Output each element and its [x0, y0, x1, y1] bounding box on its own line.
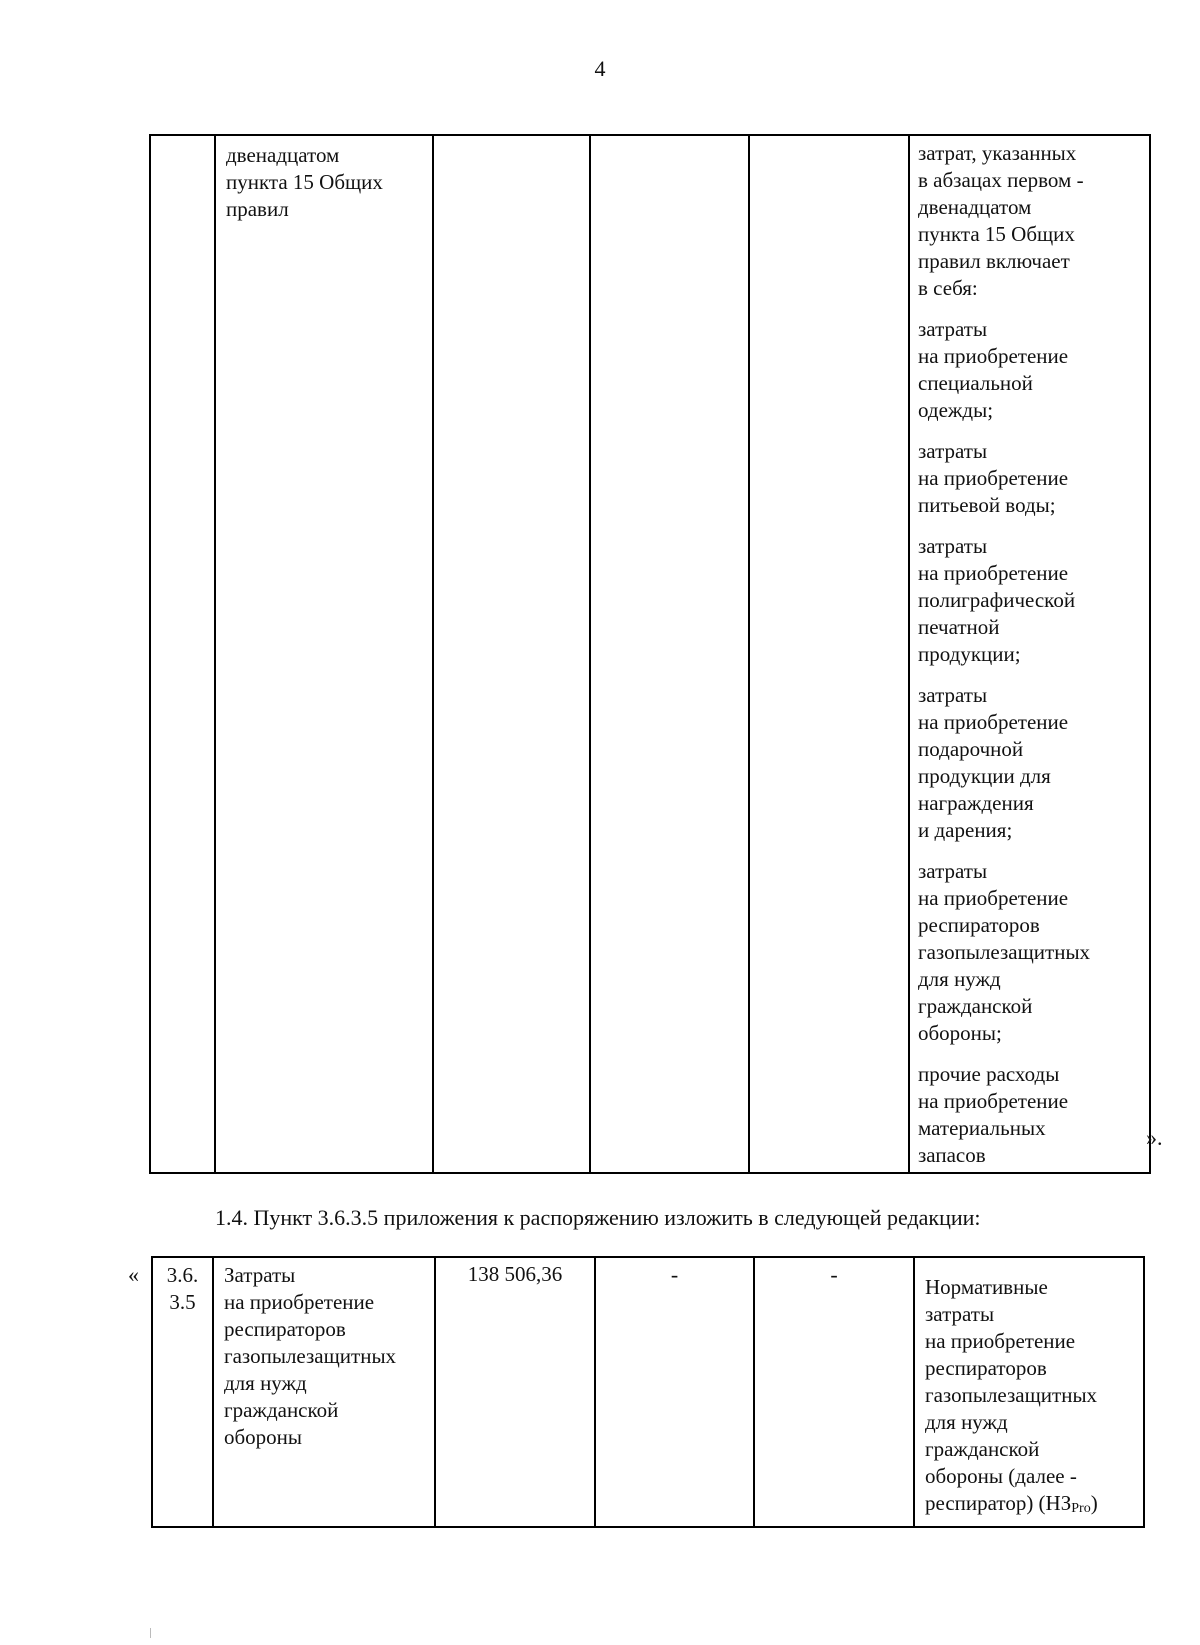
formula-subscript: Pro [1071, 1501, 1091, 1516]
text-line: на приобретение [224, 1290, 375, 1314]
cell-col4 [590, 135, 749, 1173]
text-line: затраты [918, 859, 988, 883]
text-line: награждения [918, 791, 1034, 815]
formula-close: ) [1090, 1491, 1098, 1515]
closing-quote: ». [1146, 1125, 1163, 1150]
text-line: гражданской [925, 1437, 1040, 1461]
text-line: Затраты [224, 1263, 296, 1287]
cell-name [215, 135, 433, 1173]
text-line: продукции для [918, 764, 1051, 788]
description-paragraph [910, 1057, 1149, 1169]
text-line: специальной [918, 371, 1033, 395]
text-line: гражданской [918, 994, 1033, 1018]
page-number: 4 [594, 56, 606, 81]
text-line: материальных [918, 1116, 1046, 1140]
text-line: печатной [918, 615, 1000, 639]
cell-col5 [754, 1257, 914, 1527]
text-line: на приобретение [918, 1089, 1069, 1113]
text-line: правил включает [918, 249, 1070, 273]
text-line: респираторов [224, 1317, 346, 1341]
text-line: обороны (далее - [925, 1464, 1077, 1488]
text-line: пункта 15 Общих [226, 170, 383, 194]
table-row [150, 135, 1150, 1173]
text-line: на приобретение [918, 344, 1069, 368]
text-line: газопылезащитных [918, 940, 1091, 964]
amount-value: 138 506,36 [467, 1262, 563, 1286]
text-line: для нужд [925, 1410, 1008, 1434]
text-line: полиграфической [918, 588, 1076, 612]
text-line: гражданской [224, 1398, 339, 1422]
text-line: затраты [918, 439, 988, 463]
text-line: Нормативные [925, 1275, 1048, 1299]
cell-description [914, 1257, 1144, 1527]
description-paragraph [910, 434, 1149, 519]
cell-number [152, 1257, 213, 1527]
text-line: питьевой воды; [918, 493, 1056, 517]
text-line: двенадцатом [918, 195, 1032, 219]
text-line: на приобретение [918, 886, 1069, 910]
text-line: для нужд [224, 1371, 307, 1395]
table-row [152, 1257, 1144, 1527]
text-line: газопылезащитных [925, 1383, 1098, 1407]
cell-description [909, 135, 1150, 1173]
text-line: затраты [918, 683, 988, 707]
text-line: для нужд [918, 967, 1001, 991]
text-line: затрат, указанных [918, 141, 1077, 165]
description-paragraph [910, 136, 1149, 302]
formula-text: респиратор) (НЗ [925, 1491, 1072, 1515]
text-line: запасов [918, 1143, 986, 1167]
cell-amount [433, 135, 590, 1173]
text-line: на приобретение [925, 1329, 1076, 1353]
cell-number [150, 135, 215, 1173]
text-line: пункта 15 Общих [918, 222, 1075, 246]
text-line: затраты [925, 1302, 995, 1326]
text-line: и дарения; [918, 818, 1013, 842]
text-line [925, 1490, 1139, 1522]
cell-name [213, 1257, 435, 1527]
text-line: респираторов [925, 1356, 1047, 1380]
text-line: 3.6. [166, 1263, 199, 1287]
dash-value: - [670, 1262, 679, 1287]
text-line: в абзацах первом - [918, 168, 1084, 192]
cell-col4 [595, 1257, 754, 1527]
text-line: правил [226, 197, 289, 221]
text-line: затраты [918, 534, 988, 558]
text-line: респираторов [918, 913, 1040, 937]
description-paragraph [910, 529, 1149, 668]
text-line: на приобретение [918, 561, 1069, 585]
scan-mark [150, 1628, 151, 1638]
text-line: продукции; [918, 642, 1021, 666]
description-paragraph [910, 312, 1149, 424]
instruction-paragraph: 1.4. Пункт 3.6.3.5 приложения к распоряжению изложить в следующей редакции: [215, 1205, 981, 1230]
text-line: подарочной [918, 737, 1024, 761]
description-paragraph [910, 854, 1149, 1047]
text-line: 3.5 [169, 1290, 196, 1314]
text-line: двенадцатом [226, 143, 340, 167]
opening-quote: « [128, 1262, 139, 1287]
text-line: на приобретение [918, 710, 1069, 734]
text-line: в себя: [918, 276, 978, 300]
description-paragraph [910, 678, 1149, 844]
text-line: затраты [918, 317, 988, 341]
dash-value: - [830, 1262, 838, 1287]
text-line: прочие расходы [918, 1062, 1060, 1086]
continuation-table [149, 134, 1151, 1174]
replacement-table [151, 1256, 1145, 1528]
text-line: обороны [224, 1425, 303, 1449]
text-line: газопылезащитных [224, 1344, 397, 1368]
text-line: обороны; [918, 1021, 1002, 1045]
cell-amount [435, 1257, 595, 1527]
text-line: одежды; [918, 398, 994, 422]
cell-col5 [749, 135, 909, 1173]
text-line: на приобретение [918, 466, 1069, 490]
